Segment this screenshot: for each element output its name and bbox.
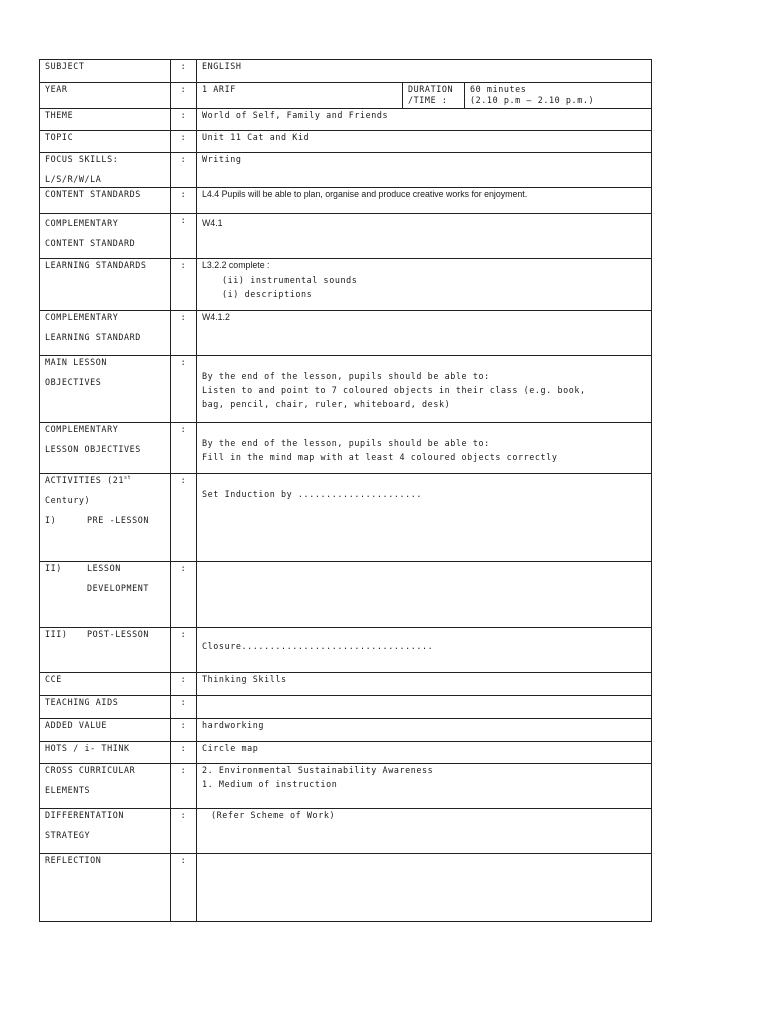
label-lesson-dev-2: DEVELOPMENT	[87, 583, 150, 594]
colon: :	[171, 355, 197, 422]
value-learning-standards	[197, 258, 652, 310]
label-activities-1	[45, 475, 165, 486]
colon: :	[171, 853, 197, 921]
label-focus-skills-2: L/S/R/W/LA	[45, 174, 102, 185]
main-objectives-line-1: Listen to and point to 7 coloured objects in their class (e.g. book,	[202, 385, 586, 396]
label-complementary-content-1: COMPLEMENTARY	[45, 217, 119, 228]
label-activities-sup: st	[124, 474, 132, 481]
learning-standard-i: (i) descriptions	[222, 288, 313, 299]
colon: :	[171, 130, 197, 152]
complementary-objectives-intro: By the end of the lesson, pupils should be able to:	[202, 437, 490, 448]
colon: :	[171, 627, 197, 672]
value-differentiation: (Refer Scheme of Work)	[197, 808, 652, 853]
label-main-objectives-2: OBJECTIVES	[45, 377, 102, 388]
stage-name: LESSON	[87, 562, 121, 573]
label-activities-2: Century)	[45, 495, 91, 506]
value-duration	[465, 83, 652, 109]
label-cross-curricular-2: ELEMENTS	[45, 785, 91, 796]
colon: :	[171, 561, 197, 627]
stage-number: III)	[45, 628, 68, 639]
stage-name: PRE -LESSON	[87, 515, 150, 526]
row-complementary-objectives	[40, 422, 652, 473]
label-activities	[40, 473, 171, 561]
value-complementary-learning: W4.1.2	[197, 310, 652, 355]
label-lesson-development	[40, 561, 171, 627]
value-teaching-aids	[197, 695, 652, 718]
row-cce	[40, 672, 652, 695]
cross-curricular-line-2: 1. Medium of instruction	[202, 779, 338, 790]
lesson-plan-table	[39, 59, 652, 922]
label-duration-1: DURATION	[408, 84, 454, 94]
label-cross-curricular-1: CROSS CURRICULAR	[45, 764, 136, 775]
label-differentiation	[40, 808, 171, 853]
row-main-objectives	[40, 355, 652, 422]
colon: :	[171, 83, 197, 109]
value-hots: Circle map	[197, 741, 652, 763]
label-cce: CCE	[40, 672, 171, 695]
label-activities-text: ACTIVITIES (21	[45, 474, 124, 485]
complementary-objectives-line: Fill in the mind map with at least 4 coloured objects correctly	[202, 452, 558, 463]
label-complementary-objectives-2: LESSON OBJECTIVES	[45, 444, 141, 455]
learning-standard-ii: (ii) instrumental sounds	[222, 274, 358, 285]
value-complementary-content: W4.1	[197, 213, 652, 258]
colon: :	[171, 152, 197, 187]
value-reflection	[197, 853, 652, 921]
row-lesson-development	[40, 561, 652, 627]
label-complementary-content-2: CONTENT STANDARD	[45, 238, 136, 249]
stage-number: II)	[45, 562, 62, 573]
label-differentiation-2: STRATEGY	[45, 830, 91, 841]
row-activities-pre-lesson	[40, 473, 652, 561]
row-teaching-aids	[40, 695, 652, 718]
label-main-objectives-1: MAIN LESSON	[45, 356, 108, 367]
row-reflection	[40, 853, 652, 921]
value-complementary-objectives	[197, 422, 652, 473]
value-topic: Unit 11 Cat and Kid	[197, 130, 652, 152]
colon: :	[171, 741, 197, 763]
label-lesson-dev-1	[45, 563, 165, 574]
value-year: 1 ARIF	[197, 83, 403, 109]
value-theme: World of Self, Family and Friends	[197, 108, 652, 130]
row-theme	[40, 108, 652, 130]
colon: :	[171, 213, 197, 258]
label-year: YEAR	[40, 83, 171, 109]
value-lesson-development	[197, 561, 652, 627]
colon: :	[171, 187, 197, 213]
label-pre-lesson	[45, 515, 165, 526]
row-focus-skills	[40, 152, 652, 187]
cross-curricular-line-1: 2. Environmental Sustainability Awareness	[202, 764, 434, 775]
label-duration	[403, 83, 465, 109]
main-objectives-line-2: bag, pencil, chair, ruler, whiteboard, desk)	[202, 399, 451, 410]
label-focus-skills	[40, 152, 171, 187]
label-subject: SUBJECT	[40, 60, 171, 83]
colon: :	[171, 763, 197, 808]
main-objectives-intro: By the end of the lesson, pupils should be able to:	[202, 370, 490, 381]
label-duration-2: /TIME :	[408, 95, 448, 106]
value-pre-lesson: Set Induction by ......................	[197, 473, 652, 561]
row-cross-curricular	[40, 763, 652, 808]
colon: :	[171, 310, 197, 355]
colon: :	[171, 808, 197, 853]
label-complementary-content	[40, 213, 171, 258]
label-complementary-learning-2: LEARNING STANDARD	[45, 332, 141, 343]
label-complementary-learning	[40, 310, 171, 355]
colon: :	[171, 258, 197, 310]
value-added-value: hardworking	[197, 718, 652, 741]
label-main-objectives	[40, 355, 171, 422]
value-duration-2: (2.10 p.m – 2.10 p.m.)	[470, 95, 595, 106]
row-subject	[40, 60, 652, 83]
value-main-objectives	[197, 355, 652, 422]
label-teaching-aids: TEACHING AIDS	[40, 695, 171, 718]
label-post-lesson-1	[45, 629, 165, 640]
value-post-lesson: Closure..................................	[197, 627, 652, 672]
value-cce: Thinking Skills	[197, 672, 652, 695]
label-topic: TOPIC	[40, 130, 171, 152]
row-topic	[40, 130, 652, 152]
label-learning-standards: LEARNING STANDARDS	[40, 258, 171, 310]
row-complementary-content	[40, 213, 652, 258]
colon: :	[171, 672, 197, 695]
value-subject: ENGLISH	[197, 60, 652, 83]
label-cross-curricular	[40, 763, 171, 808]
colon: :	[171, 108, 197, 130]
label-complementary-objectives-1: COMPLEMENTARY	[45, 423, 119, 434]
value-duration-1: 60 minutes	[470, 84, 527, 94]
label-complementary-learning-1: COMPLEMENTARY	[45, 311, 119, 322]
label-focus-skills-1: FOCUS SKILLS:	[45, 153, 119, 164]
row-differentiation	[40, 808, 652, 853]
row-added-value	[40, 718, 652, 741]
row-content-standards	[40, 187, 652, 213]
colon: :	[171, 422, 197, 473]
value-content-standards: L4.4 Pupils will be able to plan, organise and produce creative works for enjoyment.	[197, 187, 652, 213]
value-focus-skills: Writing	[197, 152, 652, 187]
label-theme: THEME	[40, 108, 171, 130]
row-year	[40, 83, 652, 109]
colon: :	[171, 473, 197, 561]
label-reflection: REFLECTION	[40, 853, 171, 921]
label-differentiation-1: DIFFERENTATION	[45, 809, 124, 820]
colon: :	[171, 718, 197, 741]
stage-name: POST-LESSON	[87, 628, 150, 639]
label-hots: HOTS / i- THINK	[40, 741, 171, 763]
learning-standard-main: L3.2.2 complete :	[202, 259, 270, 270]
row-hots	[40, 741, 652, 763]
row-complementary-learning	[40, 310, 652, 355]
value-cross-curricular	[197, 763, 652, 808]
colon: :	[171, 60, 197, 83]
stage-number: I)	[45, 515, 57, 526]
label-complementary-objectives	[40, 422, 171, 473]
colon: :	[171, 695, 197, 718]
row-learning-standards	[40, 258, 652, 310]
label-post-lesson	[40, 627, 171, 672]
label-added-value: ADDED VALUE	[40, 718, 171, 741]
label-content-standards: CONTENT STANDARDS	[40, 187, 171, 213]
row-post-lesson	[40, 627, 652, 672]
